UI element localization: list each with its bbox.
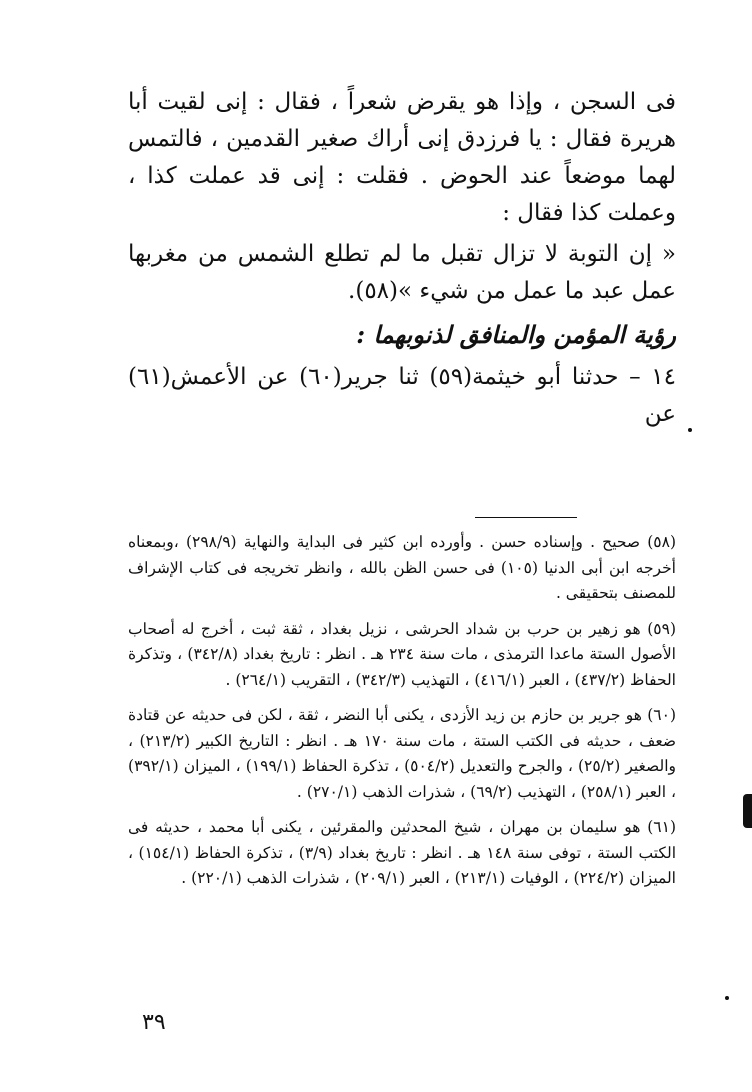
footnote-59: (٥٩) هو زهير بن حرب بن شداد الحرشى ، نزيل بغداد ، ثقة ثبت ، أخرج له أصحاب الأصول الستة ماعدا الترمذى ، مات سنة ٢٣٤ هـ . انظر : تاريخ بغداد (٣٤٢/٨) ، وتذكرة الحفاظ (٤٣٧/٢) ، العبر (٤١٦/١) ، التهذيب (٣٤٢/٣) ، التقريب (٢٦٤/١) . [128, 619, 676, 689]
footnotes [128, 530, 676, 902]
footnote-61: (٦١) هو سليمان بن مهران ، شيخ المحدثين والمقرئين ، يكنى أبا محمد ، حديثه فى الكتب الستة ، توفى سنة ١٤٨ هـ . انظر : تاريخ بغداد (٣/٩) ، تذكرة الحفاظ (١٥٤/١) ، الميزان (٢٢٤/٢) ، الوفيات (٢١٣/١) ، العبر (٢٠٩/١) ، شذرات الذهب (٢٢٠/١) . [128, 818, 677, 887]
body-paragraph: فى السجن ، وإذا هو يقرض شعراً ، فقال : إنى لقيت أبا هريرة فقال : يا فرزدق إنى أراك صغير القدمين ، فالتمس لهما موضعاً عند الحوض . فقلت : إنى قد عملت كذا ، وعملت كذا فقال : [128, 89, 676, 226]
footnote-58: (٥٨) صحيح . وإسناده حسن . وأورده ابن كثير فى البداية والنهاية (٢٩٨/٩) ،وبمعناه أخرجه ابن أبى الدنيا (١٠٥) فى حسن الظن بالله ، وانظر تخريجه فى كتاب الإشراف للمصنف بتحقيقى . [128, 533, 676, 602]
hadith-quote: « إن التوبة لا تزال تقبل ما لم تطلع الشمس من مغربها عمل عبد ما عمل من شيء »(٥٨). [128, 241, 676, 304]
ink-speck [725, 996, 729, 1000]
footnote-separator [475, 517, 577, 518]
main-text [128, 84, 676, 433]
page-number: ٣٩ [142, 1010, 166, 1035]
binding-edge-mark [743, 794, 752, 828]
section-heading: رؤية المؤمن والمنافق لذنوبهما : [356, 320, 676, 349]
footnote-60: (٦٠) هو جرير بن حازم بن زيد الأزدى ، يكنى أبا النضر ، ثقة ، لكن فى حديثه عن قتادة ضعف ، حديثه فى الكتب الستة ، مات سنة ١٧٠ هـ . انظر : التاريخ الكبير (٢١٣/٢) ، والصغير (٢٥/٢) ، والجرح والتعديل (٥٠٤/٢) ، تذكرة الحفاظ (١٩٩/١) ، الميزان (٣٩٢/١) ، العبر (٢٥٨/١) ، التهذيب (٦٩/٢) ، شذرات الذهب (٢٧٠/١) . [128, 706, 676, 801]
ink-speck [688, 428, 692, 432]
hadith-chain: ١٤ – حدثنا أبو خيثمة(٥٩) ثنا جرير(٦٠) عن الأعمش(٦١) عن [128, 364, 676, 427]
